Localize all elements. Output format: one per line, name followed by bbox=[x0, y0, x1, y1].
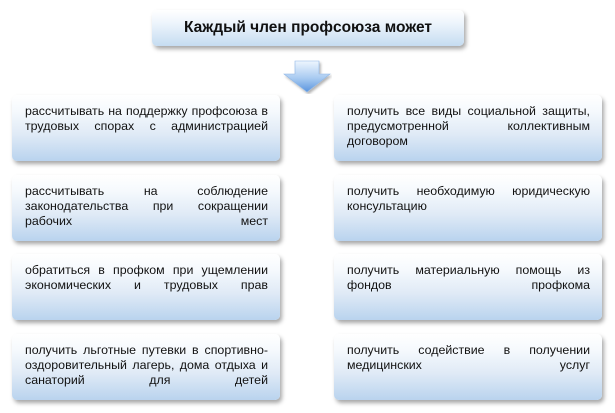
right-item-2-text: получить необходимую юридическую консультацию bbox=[347, 184, 590, 213]
down-arrow-icon bbox=[282, 60, 332, 94]
left-item-2 bbox=[12, 175, 280, 241]
left-item-4-text: получить льготные путевки в спортивно-оздоровительный лагерь, дома отдыха и санаторий для детей bbox=[25, 343, 268, 387]
right-item-2 bbox=[334, 175, 602, 241]
left-item-1 bbox=[12, 95, 280, 161]
left-item-2-text: рассчитывать на соблюдение законодательства при сокращении рабочих мест bbox=[25, 184, 268, 228]
right-item-3 bbox=[334, 254, 602, 320]
right-item-4-text: получить содействие в получении медицинских услуг bbox=[347, 343, 590, 372]
right-item-1 bbox=[334, 95, 602, 161]
left-item-1-text: рассчитывать на поддержку профсоюза в трудовых спорах с администрацией bbox=[25, 104, 268, 133]
left-item-4 bbox=[12, 334, 280, 400]
right-item-1-text: получить все виды социальной защиты, предусмотренной коллективным договором bbox=[347, 104, 590, 148]
title-box bbox=[152, 10, 464, 46]
left-item-3 bbox=[12, 254, 280, 320]
left-item-3-text: обратиться в профком при ущемлении экономических и трудовых прав bbox=[25, 263, 268, 292]
diagram-title: Каждый член профсоюза может bbox=[183, 19, 433, 36]
right-item-4 bbox=[334, 334, 602, 400]
right-item-3-text: получить материальную помощь из фондов профкома bbox=[347, 263, 590, 292]
